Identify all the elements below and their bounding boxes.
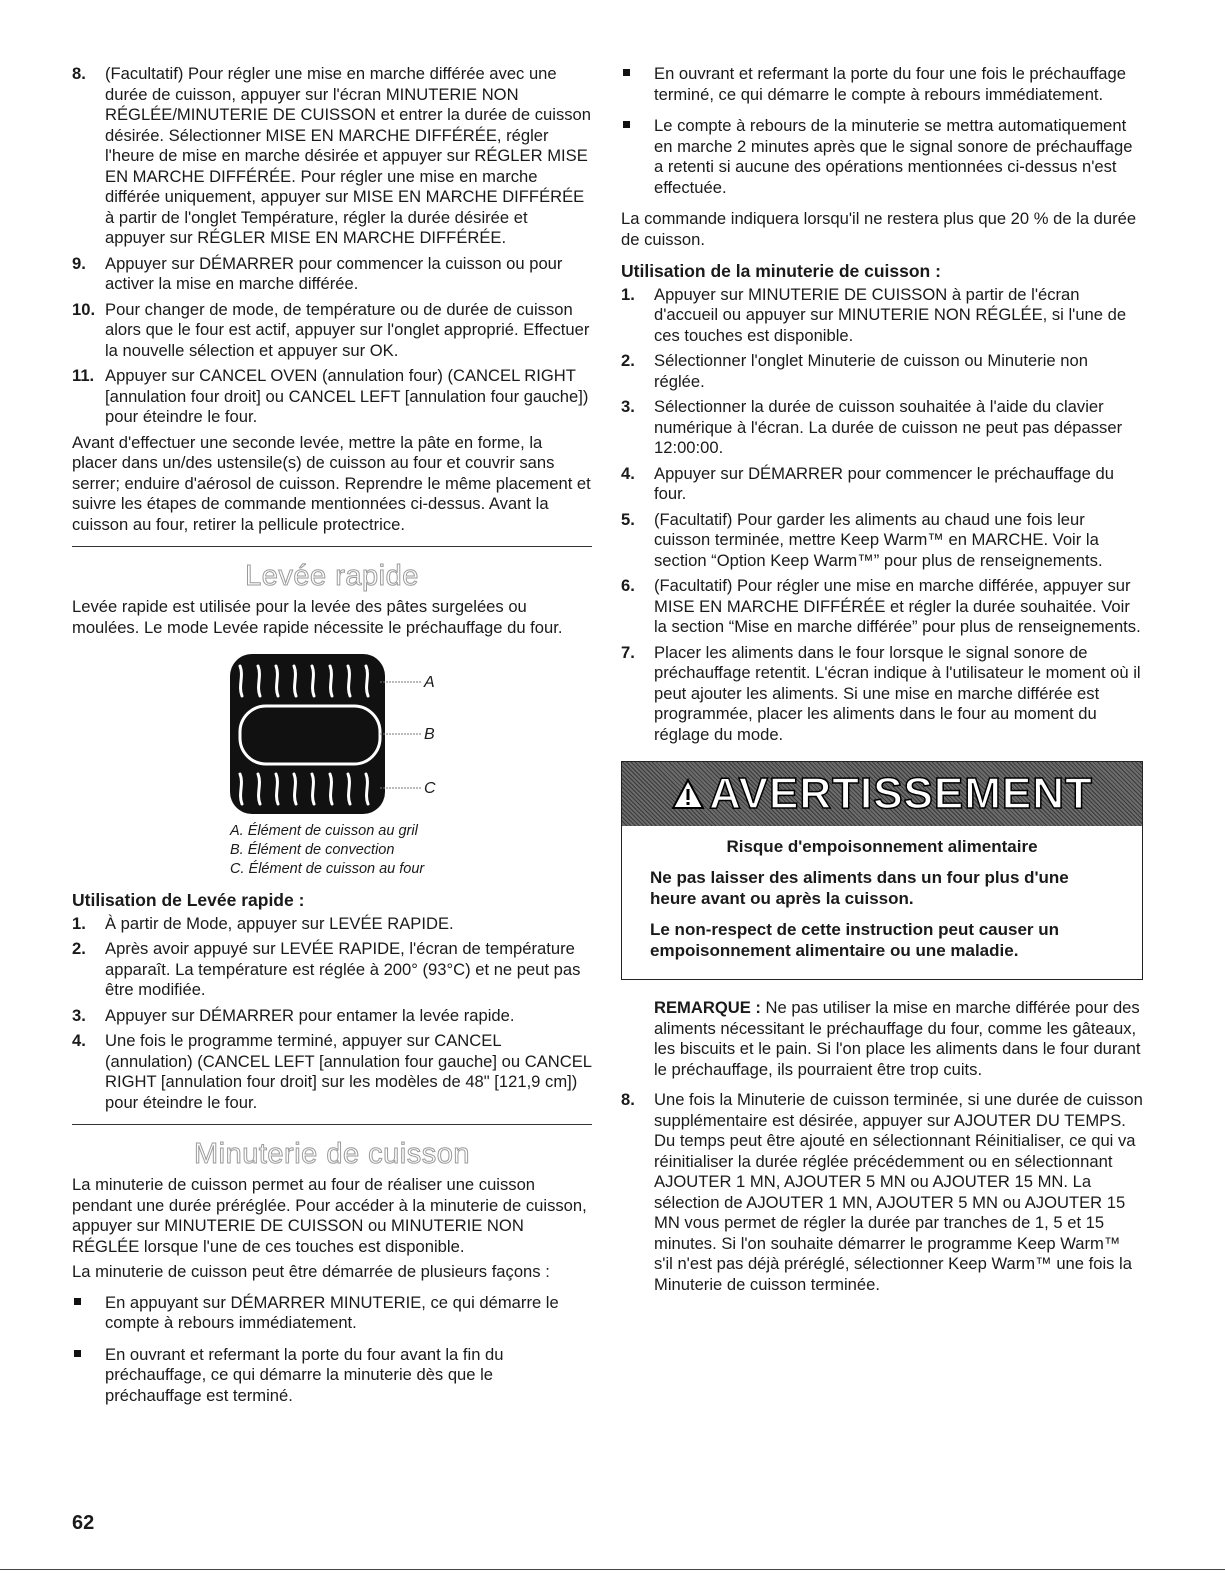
right-column bbox=[621, 64, 1143, 1300]
bullet-square-icon bbox=[74, 1350, 81, 1357]
caption-a: A. Élément de cuisson au gril bbox=[230, 823, 418, 839]
list-item: Le compte à rebours de la minuterie se mettra automatiquement en marche 2 minutes après que le signal sonore de préchauffage a retenti si aucune des opérations mentionnées ci-dessus n'est effectuée. bbox=[621, 116, 1143, 198]
caption-c: C. Élément de cuisson au four bbox=[230, 861, 425, 877]
remarque-label: REMARQUE : bbox=[654, 998, 761, 1017]
warning-risk: Risque d'empoisonnement alimentaire bbox=[726, 837, 1038, 856]
paragraph-commande: La commande indiquera lorsqu'il ne restera plus que 20 % de la durée de cuisson. bbox=[621, 209, 1137, 249]
steps-top-list bbox=[72, 64, 592, 428]
list-item: 9. Appuyer sur DÉMARRER pour commencer la cuisson ou pour activer la mise en marche différée. bbox=[72, 253, 563, 293]
warning-body bbox=[622, 826, 1142, 979]
minuterie-steps-list bbox=[621, 285, 1143, 746]
paragraph-minuterie-2: La minuterie de cuisson peut être démarrée de plusieurs façons : bbox=[72, 1262, 550, 1281]
section-divider bbox=[72, 1124, 592, 1125]
list-item: 1. Appuyer sur MINUTERIE DE CUISSON à partir de l'écran d'accueil ou appuyer sur MINUTERIE NON RÉGLÉE, si l'une de ces touches est disponible. bbox=[621, 284, 1127, 345]
section-title-levee-rapide: Levée rapide bbox=[245, 560, 419, 592]
page-bottom-rule bbox=[0, 1569, 1225, 1570]
list-item: 10. Pour changer de mode, de température ou de durée de cuisson alors que le four est actif, appuyer sur l'onglet approprié. Effectuer la nouvelle sélection et appuyer sur OK. bbox=[72, 299, 590, 360]
list-item: 4. Appuyer sur DÉMARRER pour commencer le préchauffage du four. bbox=[621, 463, 1114, 503]
list-item: 7. Placer les aliments dans le four lorsque le signal sonore de préchauffage retentit. L'écran indique à l'utilisateur le moment où il peut ajouter les aliments. Si une mise en marche différée est programmée, placer les aliments dans le four au moment du réglage du mode. bbox=[621, 642, 1141, 744]
left-column bbox=[72, 64, 592, 1417]
list-item: En ouvrant et refermant la porte du four avant la fin du préchauffage, ce qui démarre la minuterie dès que le préchauffage est terminé. bbox=[72, 1345, 592, 1407]
list-item: 3. Appuyer sur DÉMARRER pour entamer la levée rapide. bbox=[72, 1005, 515, 1025]
section-title-minuterie: Minuterie de cuisson bbox=[194, 1138, 470, 1170]
list-item: 11. Appuyer sur CANCEL OVEN (annulation four) (CANCEL RIGHT [annulation four droit] ou CANCEL LEFT [annulation four gauche]) pour éteindre le four. bbox=[72, 366, 589, 426]
list-item: 2. Sélectionner l'onglet Minuterie de cuisson ou Minuterie non réglée. bbox=[621, 351, 1088, 391]
warning-line-2: Le non-respect de cette instruction peut causer un empoisonnement alimentaire ou une maladie. bbox=[650, 920, 1060, 960]
section-divider bbox=[72, 546, 592, 547]
remarque-note bbox=[654, 998, 1143, 1080]
list-item: 2. Après avoir appuyé sur LEVÉE RAPIDE, l'écran de température apparaît. La température est réglée à 200° (93°C) et ne peut pas être modifiée. bbox=[72, 939, 581, 999]
subhead-minuterie: Utilisation de la minuterie de cuisson : bbox=[621, 261, 941, 281]
warning-triangle-icon bbox=[671, 777, 705, 811]
caption-b: B. Élément de convection bbox=[230, 842, 395, 858]
list-item: En appuyant sur DÉMARRER MINUTERIE, ce qui démarre le compte à rebours immédiatement. bbox=[72, 1293, 592, 1334]
list-item: 3. Sélectionner la durée de cuisson souhaitée à l'aide du clavier numérique à l'écran. La durée de cuisson ne peut pas dépasser 12:00:00. bbox=[621, 397, 1123, 457]
bullets-left bbox=[72, 1293, 592, 1407]
list-item: 8. (Facultatif) Pour régler une mise en marche différée avec une durée de cuisson, appuyer sur l'écran MINUTERIE NON RÉGLÉE/MINUTERIE DE CUISSON et entrer la durée de cuisson désirée. Sélectionner MISE EN MARCHE DIFFÉRÉE, régler l'heure de mise en marche désirée et appuyer sur RÉGLER MISE EN MARCHE DIFFÉRÉE. Pour régler une mise en marche différée uniquement, appuyer sur MISE EN MARCHE DIFFÉRÉE à partir de l'onglet Température, régler la durée désirée et appuyer sur RÉGLER MISE EN MARCHE DIFFÉRÉE. bbox=[72, 64, 591, 247]
paragraph-avant: Avant d'effectuer une seconde levée, mettre la pâte en forme, la placer dans un/des ustensile(s) de cuisson au four et couvrir sans serrer; enduire d'aérosol de cuisson. Reprendre le même placement et suivre les étapes de commande mentionnées ci-dessus. Avant la cuisson au four, retirer la pellicule protectrice. bbox=[72, 432, 591, 534]
step-8-list bbox=[621, 1090, 1143, 1295]
paragraph-levee-intro: Levée rapide est utilisée pour la levée des pâtes surgelées ou moulées. Le mode Levée rapide nécessite le préchauffage du four. bbox=[72, 597, 563, 637]
oven-elements-diagram bbox=[230, 654, 470, 814]
bullet-square-icon bbox=[623, 69, 630, 76]
bullet-square-icon bbox=[74, 1298, 81, 1305]
paragraph-minuterie-1: La minuterie de cuisson permet au four de réaliser une cuisson pendant une durée préréglée. Pour accéder à la minuterie de cuisson, appuyer sur MINUTERIE DE CUISSON ou MINUTERIE NON RÉGLÉE lorsque l'une de ces touches est disponible. bbox=[72, 1175, 587, 1256]
label-c: C bbox=[424, 780, 436, 797]
levee-steps-list bbox=[72, 914, 592, 1114]
figure-captions bbox=[230, 822, 592, 879]
subhead-levee-rapide: Utilisation de Levée rapide : bbox=[72, 890, 305, 910]
remarque-text: Ne pas utiliser la mise en marche différée pour des aliments nécessitant le préchauffage du four, comme les gâteaux, les biscuits et le pain. Si l'on place les aliments dans le four durant le préchauffage, ils pourraient être trop cuits. bbox=[654, 998, 1141, 1079]
warning-title: AVERTISSEMENT bbox=[709, 768, 1093, 818]
bullet-square-icon bbox=[623, 121, 630, 128]
label-a: A bbox=[424, 674, 435, 691]
list-item: 6. (Facultatif) Pour régler une mise en marche différée, appuyer sur MISE EN MARCHE DIFFÉRÉE et régler la durée souhaitée. Voir la section “Mise en marche différée” pour plus de renseignements. bbox=[621, 576, 1141, 636]
warning-line-1: Ne pas laisser des aliments dans un four plus d'une heure avant ou après la cuisson. bbox=[650, 868, 1069, 908]
list-item: En ouvrant et refermant la porte du four une fois le préchauffage terminé, ce qui démarre le compte à rebours immédiatement. bbox=[621, 64, 1143, 105]
list-item: 5. (Facultatif) Pour garder les aliments au chaud une fois leur cuisson terminée, mettre Keep Warm™ en MARCHE. Voir la section “Option Keep Warm™” pour plus de renseignements. bbox=[621, 509, 1103, 570]
list-item: 4. Une fois le programme terminé, appuyer sur CANCEL (annulation) (CANCEL LEFT [annulation four gauche] ou CANCEL RIGHT [annulation four droit] sur les modèles de 48" [121,9 cm]) pour éteindre le four. bbox=[72, 1031, 592, 1112]
page-number: 62 bbox=[72, 1512, 95, 1534]
warning-header bbox=[622, 762, 1142, 826]
bullets-right bbox=[621, 64, 1143, 198]
label-b: B bbox=[424, 726, 435, 743]
list-item: 1. À partir de Mode, appuyer sur LEVÉE RAPIDE. bbox=[72, 913, 454, 933]
list-item: 8. Une fois la Minuterie de cuisson terminée, si une durée de cuisson supplémentaire est désirée, appuyer sur AJOUTER DU TEMPS. Du temps peut être ajouté en sélectionnant Réinitialiser, ce qui va réinitialiser la durée réglée précédemment ou en sélectionnant AJOUTER 1 MN, AJOUTER 5 MN ou AJOUTER 15 MN. La sélection de AJOUTER 1 MN, AJOUTER 5 MN ou AJOUTER 15 MN vous permet de régler la durée par tranches de 1, 5 et 15 minutes. Si l'on souhaite démarrer le programme Keep Warm™ s'il n'est pas déjà préréglé, sélectionner Keep Warm™ une fois la Minuterie de cuisson terminée. bbox=[621, 1090, 1143, 1294]
warning-box bbox=[621, 761, 1143, 980]
